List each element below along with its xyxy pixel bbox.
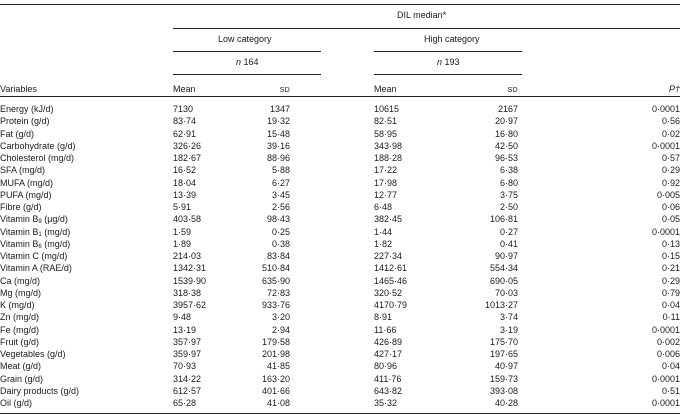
low-mean-cell: 403·58 <box>173 214 202 225</box>
low-mean-cell: 314·22 <box>173 373 202 384</box>
group-rule <box>173 28 680 29</box>
high-mean-cell: 1465·46 <box>374 275 408 286</box>
low-mean-cell: 326·26 <box>173 140 202 151</box>
low-mean-header: Mean <box>173 84 196 94</box>
low-sd-cell: 41·85 <box>266 361 290 372</box>
row-label-text: MUFA (mg/d) <box>0 177 54 188</box>
row-label <box>0 153 74 164</box>
p-value-cell: 0·02 <box>661 128 680 139</box>
high-sd-cell: 2·50 <box>499 202 518 212</box>
low-mean-cell: 9·48 <box>173 312 192 323</box>
high-sd-cell: 3·74 <box>499 312 518 323</box>
row-label <box>0 325 39 336</box>
low-mean-cell: 18·04 <box>173 177 197 188</box>
low-n <box>236 57 259 68</box>
low-mean-cell: 1539·90 <box>173 275 207 286</box>
low-mean-cell: 1342·31 <box>173 263 207 274</box>
row-label <box>0 288 41 299</box>
p-value-cell: 0·04 <box>661 361 680 372</box>
high-sd-cell: 106·81 <box>489 214 518 225</box>
table-row <box>0 312 680 323</box>
group-title: DIL median* <box>397 10 447 20</box>
row-label <box>0 190 52 201</box>
high-mean-cell: 343·98 <box>374 140 403 151</box>
high-sd-cell: 3·75 <box>499 189 518 200</box>
low-sd-cell: 41·08 <box>266 398 290 408</box>
p-value-cell: 0·13 <box>661 238 680 249</box>
p-value-cell: 0·04 <box>661 300 680 310</box>
p-value-cell: 0·11 <box>662 312 680 323</box>
p-value-cell: 0·56 <box>661 116 680 127</box>
low-mean-cell: 318·38 <box>173 287 202 298</box>
high-category-rule <box>374 51 522 52</box>
low-sd-cell: 3·45 <box>271 189 290 200</box>
low-sd-cell: 15·48 <box>266 128 290 139</box>
top-rule <box>0 4 680 5</box>
low-mean-cell: 214·03 <box>173 251 202 261</box>
low-n-value: 164 <box>243 57 259 67</box>
low-sd-cell: 933·76 <box>261 300 290 310</box>
low-sd-cell: 83·84 <box>266 251 290 261</box>
table-row <box>0 288 680 299</box>
row-label <box>0 337 39 348</box>
p-value-cell: 0·0001 <box>651 140 680 151</box>
low-mean-cell: 83·74 <box>173 116 197 127</box>
table-row <box>0 116 680 127</box>
row-label <box>0 202 42 213</box>
row-label-text: Protein (g/d) <box>0 116 50 127</box>
row-label <box>0 165 45 176</box>
table-row <box>0 104 680 115</box>
row-label <box>0 104 54 115</box>
table-row <box>0 251 680 262</box>
high-mean-cell: 6·48 <box>374 202 393 212</box>
p-value-cell: 0·006 <box>656 349 680 359</box>
low-mean-cell: 13·39 <box>173 189 197 200</box>
low-sd-cell: 2·94 <box>271 324 290 335</box>
low-sd-cell: 5·88 <box>271 165 290 176</box>
p-header <box>669 84 680 95</box>
low-sd-cell: 72·83 <box>266 287 290 298</box>
high-sd-cell: 690·05 <box>489 275 518 286</box>
row-label-subscript: 6 <box>38 243 42 250</box>
p-value-cell: 0·005 <box>656 189 680 200</box>
table-row <box>0 398 680 409</box>
row-label-text: Cholesterol (mg/d) <box>0 153 75 163</box>
row-label-unit: (mg/d) <box>41 238 71 249</box>
high-sd-cell: 90·97 <box>494 251 518 261</box>
low-mean-cell: 3957·62 <box>173 300 207 310</box>
high-mean-cell: 80·96 <box>374 361 398 372</box>
low-sd-cell: 2·56 <box>271 202 290 212</box>
high-mean-header: Mean <box>374 84 397 94</box>
high-sd-cell: 197·65 <box>489 349 518 359</box>
high-sd-cell: 6·80 <box>499 177 518 188</box>
table-row <box>0 165 680 176</box>
row-label-text: Zn (mg/d) <box>0 312 40 323</box>
table-row <box>0 214 680 225</box>
high-n-rule <box>374 74 522 75</box>
high-sd-cell: 393·08 <box>489 385 518 396</box>
high-mean-cell: 10615 <box>374 104 400 114</box>
high-mean-cell: 4170·79 <box>374 300 408 310</box>
table-row <box>0 337 680 348</box>
row-label-text: Oil (g/d) <box>0 398 33 408</box>
high-sd-cell: 42·50 <box>494 140 518 151</box>
p-value-cell: 0·05 <box>661 214 680 225</box>
high-sd-cell: 40·97 <box>494 361 518 372</box>
table-row <box>0 276 680 287</box>
high-sd-cell: 70·03 <box>494 287 518 298</box>
row-label-text: Vitamin A (RAE/d) <box>0 263 72 274</box>
row-label-text: K (mg/d) <box>0 300 35 310</box>
row-label <box>0 214 68 225</box>
low-category-rule <box>173 51 321 52</box>
row-label-text: Fruit (g/d) <box>0 336 40 347</box>
high-mean-cell: 320·52 <box>374 287 403 298</box>
low-sd-cell: 98·43 <box>266 214 290 225</box>
low-mean-cell: 62·91 <box>173 128 197 139</box>
high-sd-cell: 3·19 <box>499 324 518 335</box>
low-mean-cell: 13·19 <box>173 324 197 335</box>
low-mean-cell: 359·97 <box>173 349 202 359</box>
high-mean-cell: 227·34 <box>374 251 403 261</box>
p-value-cell: 0·0001 <box>651 104 680 114</box>
row-label-text: Ca (mg/d) <box>0 275 41 286</box>
p-value-cell: 0·92 <box>661 177 680 188</box>
low-sd-cell: 39·16 <box>266 140 290 151</box>
high-mean-cell: 12·77 <box>374 189 398 200</box>
row-label <box>0 178 53 189</box>
table-row <box>0 153 680 164</box>
table-row <box>0 374 680 385</box>
table-row <box>0 325 680 336</box>
row-label <box>0 374 43 385</box>
row-label-text: Vitamin B <box>0 214 39 225</box>
low-mean-cell: 16·52 <box>173 165 197 176</box>
p-value-cell: 0·06 <box>661 202 680 212</box>
low-n-label: n <box>236 57 242 67</box>
high-sd-cell: 1013·27 <box>484 300 518 310</box>
row-label-text: Fibre (g/d) <box>0 202 42 212</box>
row-label <box>0 398 32 409</box>
row-label <box>0 386 79 397</box>
row-label <box>0 300 35 311</box>
high-n <box>437 57 460 68</box>
high-mean-cell: 35·32 <box>374 398 398 408</box>
low-mean-cell: 1·59 <box>173 226 192 237</box>
low-mean-cell: 612·57 <box>173 385 202 396</box>
row-label <box>0 129 34 140</box>
row-label-text: SFA (mg/d) <box>0 165 46 176</box>
low-sd-cell: 0·38 <box>271 238 290 249</box>
low-sd-cell: 88·96 <box>266 153 290 163</box>
table-row <box>0 239 680 250</box>
high-mean-cell: 1·82 <box>374 238 393 249</box>
low-mean-cell: 7130 <box>173 104 194 114</box>
row-label-text: Energy (kJ/d) <box>0 104 54 114</box>
table-row <box>0 361 680 372</box>
high-mean-cell: 1412·61 <box>374 263 408 274</box>
low-mean-cell: 357·97 <box>173 336 202 347</box>
high-sd-cell: 96·53 <box>494 153 518 163</box>
p-value-cell: 0·51 <box>661 385 680 396</box>
p-value-cell: 0·29 <box>661 275 680 286</box>
high-mean-cell: 427·17 <box>374 349 403 359</box>
row-label <box>0 227 70 238</box>
row-label-text: Vegetables (g/d) <box>0 349 66 359</box>
table-row <box>0 202 680 213</box>
row-label <box>0 276 40 287</box>
high-mean-cell: 8·91 <box>374 312 393 323</box>
high-mean-cell: 17·22 <box>374 165 398 176</box>
low-sd-cell: 401·66 <box>261 385 290 396</box>
high-sd-header: SD <box>507 87 518 94</box>
p-value-cell: 0·0001 <box>651 398 680 408</box>
high-sd-cell: 0·41 <box>499 238 518 249</box>
low-sd-cell: 201·98 <box>261 349 290 359</box>
high-mean-cell: 11·66 <box>374 324 397 335</box>
row-label <box>0 349 66 360</box>
header-bottom-rule <box>0 96 680 97</box>
table-row <box>0 349 680 360</box>
high-mean-cell: 82·51 <box>374 116 398 127</box>
row-label-subscript: 1 <box>38 231 42 238</box>
row-label-subscript: 9 <box>38 219 42 226</box>
p-value-cell: 0·57 <box>661 153 680 163</box>
p-header-label: P† <box>668 84 680 94</box>
high-mean-cell: 58·95 <box>374 128 398 139</box>
row-label-text: Fat (g/d) <box>0 128 35 139</box>
low-mean-cell: 65·28 <box>173 398 197 408</box>
table-row <box>0 386 680 397</box>
high-mean-cell: 643·82 <box>374 385 403 396</box>
table-row <box>0 227 680 238</box>
row-label <box>0 361 41 372</box>
low-mean-cell: 182·67 <box>173 153 202 163</box>
low-sd-cell: 635·90 <box>261 275 290 286</box>
high-sd-cell: 16·80 <box>494 128 518 139</box>
row-label <box>0 312 39 323</box>
p-value-cell: 0·29 <box>661 165 680 176</box>
high-sd-cell: 159·73 <box>489 373 518 384</box>
low-n-rule <box>173 74 321 75</box>
table-row <box>0 300 680 311</box>
variables-header: Variables <box>0 84 37 94</box>
row-label-text: Mg (mg/d) <box>0 287 42 298</box>
table-row <box>0 141 680 152</box>
high-sd-cell: 175·70 <box>489 336 518 347</box>
p-value-cell: 0·002 <box>656 336 680 347</box>
low-sd-cell: 3·20 <box>271 312 290 323</box>
high-sd-cell: 20·97 <box>494 116 518 127</box>
high-sd-cell: 0·27 <box>499 226 518 237</box>
row-label-unit: (mg/d) <box>41 226 71 237</box>
row-label-text: Vitamin B <box>0 238 39 249</box>
row-label-text: Meat (g/d) <box>0 361 42 372</box>
p-value-cell: 0·0001 <box>651 226 680 237</box>
high-sd-cell: 554·34 <box>489 263 518 274</box>
low-sd-cell: 1347 <box>269 104 290 114</box>
p-value-cell: 0·0001 <box>651 373 680 384</box>
row-label-text: Fe (mg/d) <box>0 324 40 335</box>
row-label-unit: (μg/d) <box>41 214 68 225</box>
row-label <box>0 251 67 262</box>
high-n-value: 193 <box>444 57 460 67</box>
row-label-text: Dairy products (g/d) <box>0 385 80 396</box>
high-sd-cell: 2167 <box>497 104 518 114</box>
table-row <box>0 190 680 201</box>
low-sd-cell: 510·84 <box>261 263 290 274</box>
p-value-cell: 0·21 <box>661 263 680 274</box>
low-mean-cell: 70·93 <box>173 361 197 372</box>
low-mean-cell: 5·91 <box>173 202 192 212</box>
high-sd-cell: 6·38 <box>499 165 518 176</box>
low-sd-cell: 6·27 <box>271 177 290 188</box>
low-sd-header: SD <box>279 87 290 94</box>
p-value-cell: 0·79 <box>661 287 680 298</box>
low-sd-cell: 19·32 <box>266 116 290 127</box>
low-sd-cell: 0·25 <box>271 226 290 237</box>
high-mean-cell: 1·44 <box>374 226 393 237</box>
high-sd-cell: 40·28 <box>494 398 518 408</box>
low-category-label: Low category <box>218 34 272 44</box>
row-label-text: Vitamin B <box>0 226 39 237</box>
p-value-cell: 0·15 <box>661 251 680 261</box>
high-n-label: n <box>437 57 443 67</box>
row-label-text: PUFA (mg/d) <box>0 189 52 200</box>
high-category-label: High category <box>424 34 480 44</box>
row-label-text: Vitamin C (mg/d) <box>0 251 68 261</box>
low-sd-cell: 179·58 <box>261 336 290 347</box>
table-row <box>0 263 680 274</box>
table-row <box>0 129 680 140</box>
high-mean-cell: 426·89 <box>374 336 403 347</box>
low-sd-cell: 163·20 <box>261 373 290 384</box>
high-mean-cell: 17·98 <box>374 177 398 188</box>
high-mean-cell: 188·28 <box>374 153 403 163</box>
row-label <box>0 263 72 274</box>
row-label-text: Grain (g/d) <box>0 373 44 384</box>
row-label <box>0 116 50 127</box>
high-mean-cell: 382·45 <box>374 214 403 225</box>
high-mean-cell: 411·76 <box>374 373 402 384</box>
row-label-text: Carbohydrate (g/d) <box>0 140 76 151</box>
p-value-cell: 0·0001 <box>651 324 680 335</box>
bottom-rule <box>0 413 680 414</box>
table-row <box>0 178 680 189</box>
row-label <box>0 141 76 152</box>
row-label <box>0 239 70 250</box>
low-mean-cell: 1·89 <box>173 238 192 249</box>
